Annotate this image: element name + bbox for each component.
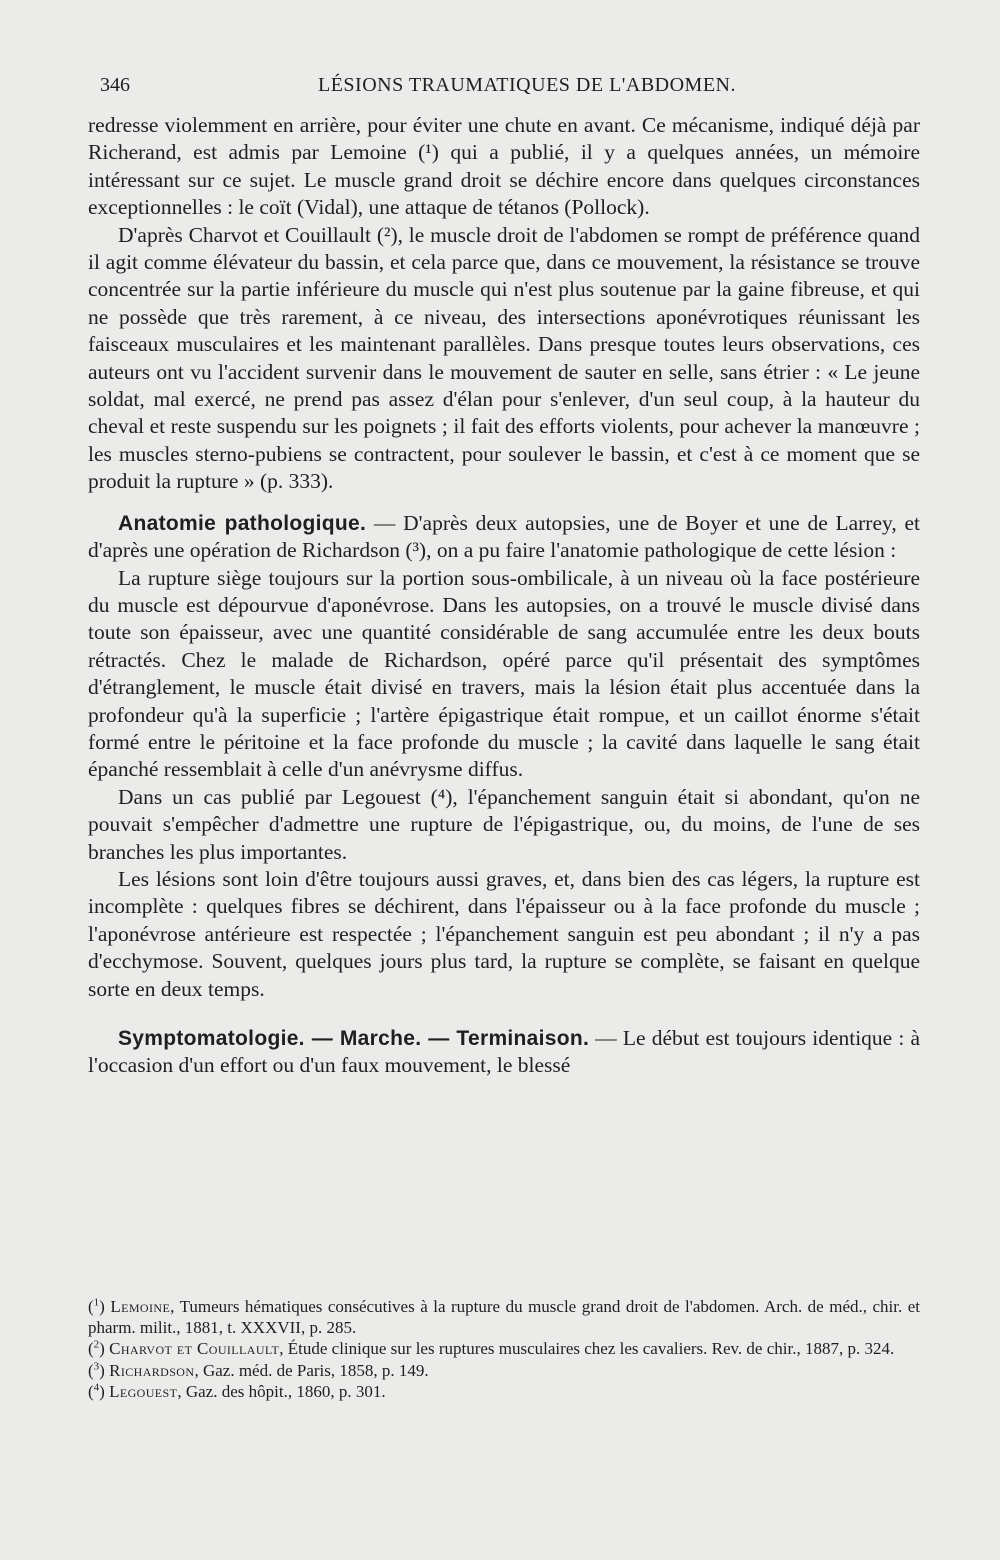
paragraph-text: — D'après deux autopsies, une de Boyer et une de Larrey, et d'après une opération de Richardson (³), on a pu faire l'anatomie pathologique de cette lésion : xyxy=(88,510,920,563)
paragraph: redresse violemment en arrière, pour éviter une chute en avant. Ce mécanisme, indiqué déjà par Richerand, est admis par Lemoine (¹) qui a publié, il y a quelques années, un mémoire intéressant sur ce sujet. Le muscle grand droit se déchire encore dans quelques circonstances exceptionnelles : le coït (Vidal), une attaque de tétanos (Pollock). xyxy=(88,113,920,220)
paragraph: Dans un cas publié par Legouest (⁴), l'épanchement sanguin était si abondant, qu'on ne pouvait s'empêcher d'admettre une rupture de l'épigastrique, ou, du moins, de l'une de ses branches les plus importantes. xyxy=(88,784,920,864)
paragraph: Les lésions sont loin d'être toujours aussi graves, et, dans bien des cas légers, la rupture est incomplète : quelques fibres se déchirent, dans l'épaisseur ou à la face profonde du muscle ; l'aponévrose antérieure est respectée ; l'épanchement sanguin est peu abondant ; il n'y a pas d'ecchymose. Souvent, quelques jours plus tard, la rupture se complète, se faisant en quelque sorte en deux temps. xyxy=(88,866,920,1001)
page-header xyxy=(86,74,928,104)
footnote: ($^1$) Lemoine, Tumeurs hématiques consécutives à la rupture du muscle grand droit de l'abdomen. Arch. de méd., chir. et pharm. milit., 1881, t. XXXVII, p. 285. xyxy=(88,1296,920,1338)
footnote-text: , Gaz. des hôpit., 1860, p. 301. xyxy=(177,1381,386,1401)
running-head: LÉSIONS TRAUMATIQUES DE L'ABDOMEN. xyxy=(317,74,736,96)
page-number: 346 xyxy=(100,74,130,96)
footnote-author: Legouest xyxy=(109,1381,178,1401)
footnote-number: 3 xyxy=(93,1359,100,1372)
footnote-author: Lemoine xyxy=(110,1297,171,1316)
paragraph-text: — Le début est toujours identique : à l'occasion d'un effort ou d'un faux mouvement, le blessé xyxy=(88,1026,920,1078)
paragraph: D'après Charvot et Couillault (²), le muscle droit de l'abdomen se rompt de préférence quand il agit comme élévateur du bassin, et cela parce que, dans ce mouvement, la résistance se trouve concentrée sur la partie inférieure du muscle qui n'est plus soutenue par la gaine fibreuse, et qui ne possède que très rarement, à ce niveau, des intersections aponévrotiques réunissant les faisceaux musculaires et les maintenant parallèles. Dans presque toutes leurs observations, ces auteurs ont vu l'accident survenir dans le mouvement de sauter en selle, sans étrier : « Le jeune soldat, mal exercé, ne prend pas assez d'élan pour s'enlever, d'un seul coup, à la hauteur du cheval et reste suspendu sur les poignets ; il fait des efforts violents, pour achever la manœuvre ; les muscles sterno-pubiens se contractent, pour soulever le bassin, et c'est à ce moment que se produit la rupture » (p. 333). xyxy=(88,222,920,494)
footnote-author: Richardson xyxy=(109,1360,195,1380)
footnote-number: 1 xyxy=(93,1296,100,1309)
section-paragraph xyxy=(88,510,920,565)
paragraph: La rupture siège toujours sur la portion sous-ombilicale, à un niveau où la face postérieure du muscle est dépourvue d'aponévrose. Dans les autopsies, on a trouvé le muscle divisé dans toute son épaisseur, avec une quantité considérable de sang accumulée entre les deux bouts rétractés. Chez le malade de Richardson, opéré parce qu'il présentait des symptômes d'étranglement, le muscle était divisé en travers, mais la lésion était plus accentuée dans la profondeur qu'à la superficie ; l'artère épigastrique était rompue, et un caillot énorme s'était formé entre le péritoine et la face profonde du muscle ; la cavité dans laquelle le sang était épanché ressemblait à celle d'un anévrysme diffus. xyxy=(88,565,920,782)
footnotes xyxy=(88,1296,920,1402)
footnote-number: 4 xyxy=(93,1381,100,1394)
footnote-author: Charvot et Couillault xyxy=(109,1339,280,1359)
footnote-text: , Tumeurs hématiques consécutives à la rupture du muscle grand droit de l'abdomen. Arch. de méd., chir. et pharm. milit., 1881, t. XXXVII, p. 285. xyxy=(88,1297,920,1338)
footnote-text: , Gaz. méd. de Paris, 1858, p. 149. xyxy=(194,1360,429,1380)
section-heading: Anatomie pathologique. xyxy=(118,511,367,535)
footnote: ($^2$) Charvot et Couillault, Étude clinique sur les ruptures musculaires chez les cavaliers. Rev. de chir., 1887, p. 324. xyxy=(88,1338,895,1359)
section-heading: Symptomatologie. — Marche. — Terminaison. xyxy=(118,1027,590,1050)
footnote: ($^4$) Legouest, Gaz. des hôpit., 1860, p. 301. xyxy=(88,1381,386,1401)
footnote: ($^3$) Richardson, Gaz. méd. de Paris, 1858, p. 149. xyxy=(88,1359,429,1380)
footnote-text: , Étude clinique sur les ruptures musculaires chez les cavaliers. Rev. de chir., 1887, p. 324. xyxy=(279,1339,895,1359)
body-text xyxy=(88,112,920,1080)
section-paragraph xyxy=(88,1025,920,1080)
footnote-number: 2 xyxy=(93,1338,100,1351)
